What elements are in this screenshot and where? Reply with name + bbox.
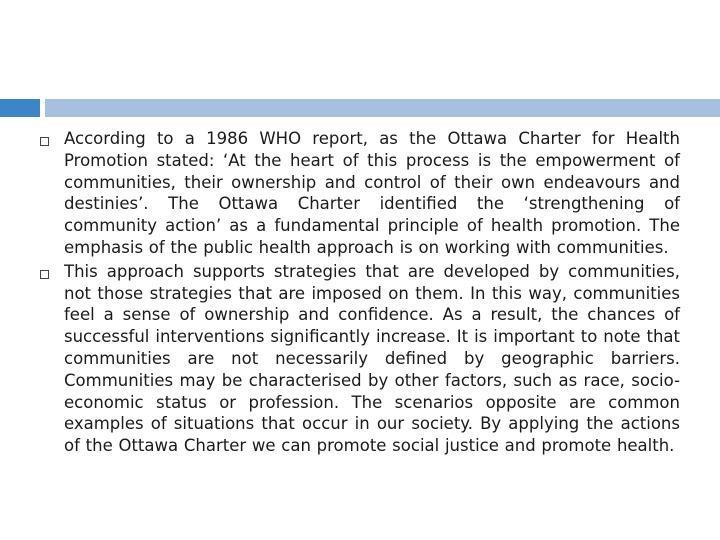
bullet-text: This approach supports strategies that are developed by communities, not those strategies that are imposed on them. In this way, communities feel a sense of ownership and confidence. As a result, the chances of successful interventions significantly increase. It is important to note that communities are not necessarily defined by geographic barriers. Communities may be characterised by other factors, such as race, socio-economic status or profession. The scenarios opposite are common examples of situations that occur in our society. By applying the actions of the Ottawa Charter we can promote social justice and promote health.: [64, 261, 680, 456]
header-accent-bar-right: [45, 99, 720, 117]
bullet-item: [40, 261, 680, 457]
slide-content: [40, 128, 680, 459]
header-accent-bar-left: [0, 99, 40, 117]
bullet-text: According to a 1986 WHO report, as the Ottawa Charter for Health Promotion stated: ‘At the heart of this process is the empowerment of communities, their ownership and control of their own endeavours and destinies’. The Ottawa Charter identified the ‘strengthening of community action’ as a fundamental principle of health promotion. The emphasis of the public health approach is on working with communities.: [64, 129, 680, 257]
bullet-item: [40, 128, 680, 259]
square-bullet-icon: [40, 270, 49, 279]
square-bullet-icon: [40, 137, 49, 146]
